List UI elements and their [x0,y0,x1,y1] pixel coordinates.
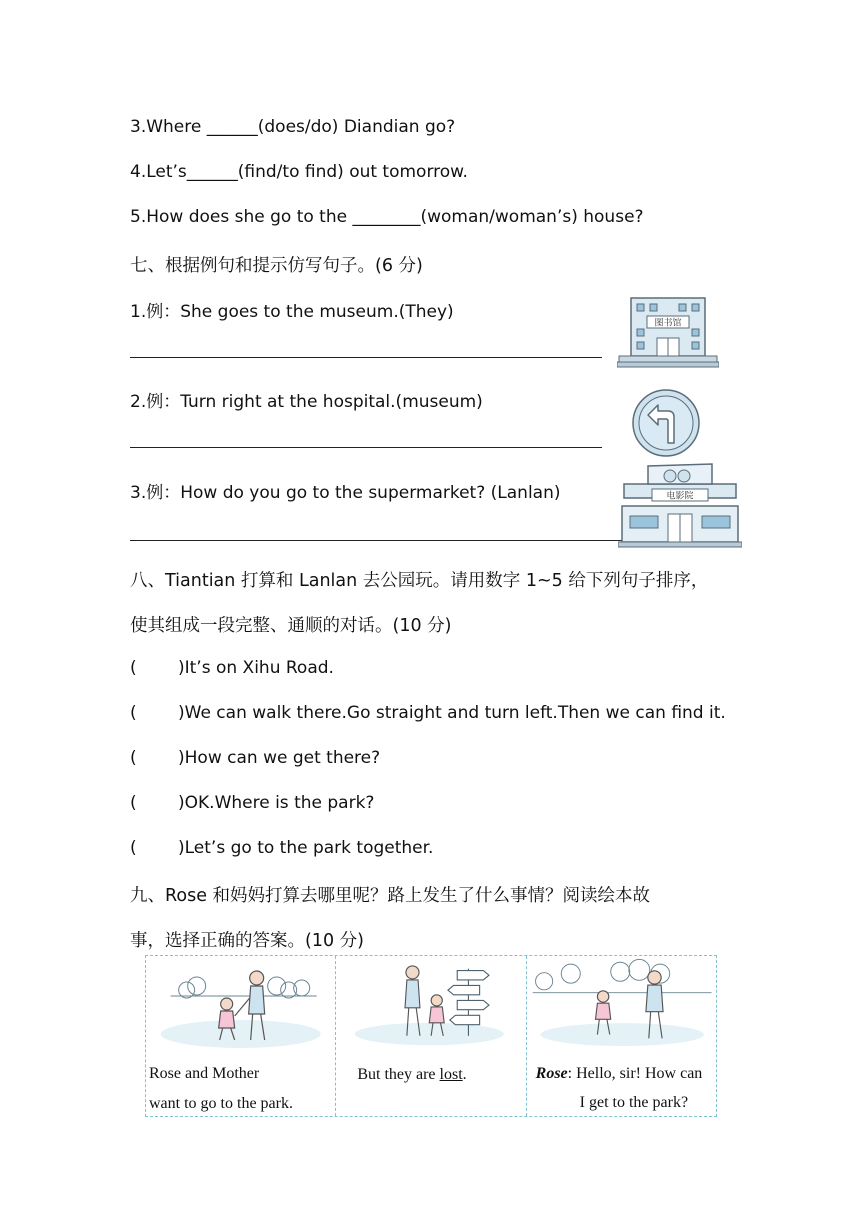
order-blank[interactable]: ( [130,793,137,813]
order-sentence: )It’s on Xihu Road. [178,658,334,678]
order-sentence: )Let’s go to the park together. [178,838,434,858]
order-row [130,793,374,813]
mother-and-girl-walking-picture [146,956,335,1056]
story-panel-2 [335,956,525,1116]
rewrite-item-3: 3.例：How do you go to the supermarket? (Lanlan) [130,483,561,503]
section-7-title: 七、根据例句和提示仿写句子。(6 分) [130,256,423,276]
asking-man-for-directions-picture [527,956,716,1056]
rewrite-item-1: 1.例：She goes to the museum.(They) [130,302,454,322]
order-sentence: )How can we get there? [178,748,381,768]
rewrite-item-2: 2.例：Turn right at the hospital.(museum) [130,392,483,412]
panel-2-caption: But they are lost. [357,1066,467,1083]
answer-line-3[interactable] [130,540,622,541]
order-row [130,748,380,768]
library-building-icon [617,296,719,368]
picture-story [145,955,717,1117]
library-sign: 图书馆 [654,318,682,329]
section-9-title-line-2: 事，选择正确的答案。(10 分) [130,931,364,951]
cinema-sign: 电影院 [666,491,694,502]
answer-line-1[interactable] [130,357,602,358]
answer-line-2[interactable] [130,447,602,448]
panel-1-caption-line-2: want to go to the park. [149,1095,293,1112]
question-4: 4.Let’s______(find/to find) out tomorrow. [130,162,468,182]
speaker-name: Rose [535,1065,568,1082]
story-panel-3 [526,956,716,1116]
order-blank[interactable]: ( [130,748,137,768]
panel-3-caption-line-2: I get to the park? [579,1094,689,1111]
section-8-title-line-1: 八、Tiantian 打算和 Lanlan 去公园玩。请用数字 1~5 给下列句子排序， [130,571,709,591]
panel-1-caption-line-1: Rose and Mother [149,1065,260,1082]
turn-left-sign-icon [630,387,702,459]
order-blank[interactable]: ( [130,838,137,858]
panel-3-caption-line-1: Rose: Hello, sir! How can [535,1065,703,1082]
order-row [130,838,433,858]
story-panel-1 [146,956,335,1116]
cinema-building-icon [618,462,742,548]
section-8-title-line-2: 使其组成一段完整、通顺的对话。(10 分) [130,616,452,636]
order-sentence: )We can walk there.Go straight and turn left.Then we can find it. [178,703,726,723]
keyword-underlined: lost [439,1066,463,1083]
order-row [130,703,726,723]
question-3: 3.Where ______(does/do) Diandian go? [130,117,456,137]
lost-at-signpost-picture [336,956,525,1056]
order-row [130,658,334,678]
section-9-title-line-1: 九、Rose 和妈妈打算去哪里呢？路上发生了什么事情？阅读绘本故 [130,886,651,906]
order-blank[interactable]: ( [130,703,137,723]
order-blank[interactable]: ( [130,658,137,678]
order-sentence: )OK.Where is the park? [178,793,375,813]
question-5: 5.How does she go to the ________(woman/woman’s) house? [130,207,644,227]
